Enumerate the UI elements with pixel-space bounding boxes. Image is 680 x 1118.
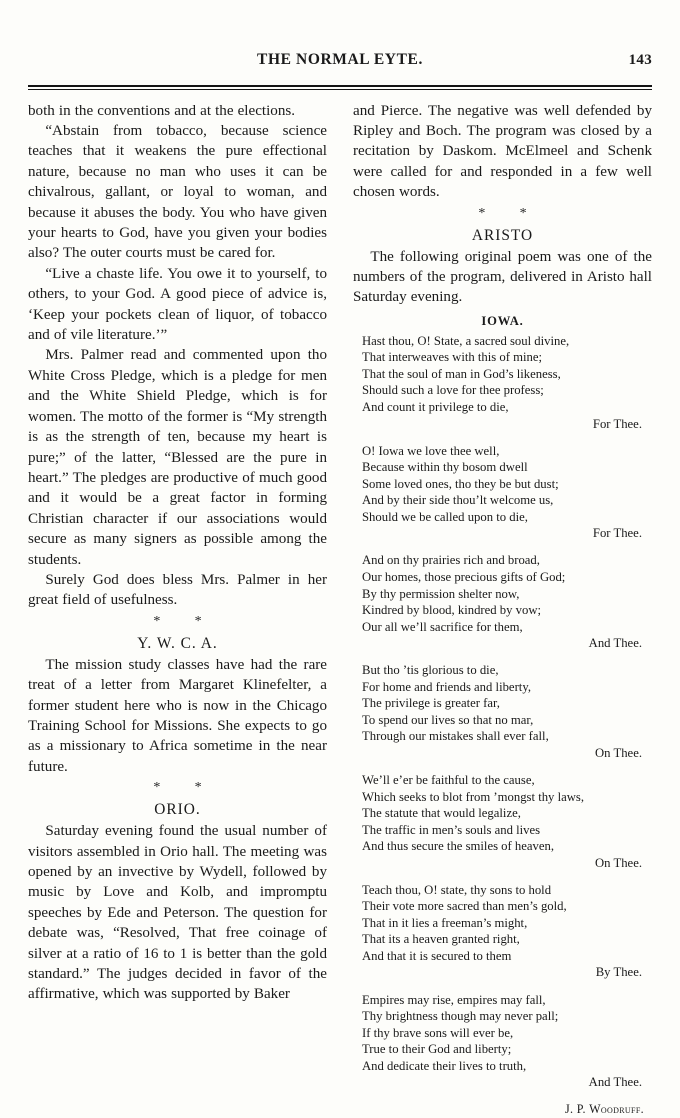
poem-refrain: On Thee. [595, 855, 642, 870]
poem-line: For home and friends and liberty, [362, 679, 532, 694]
section-heading-ywca: Y. W. C. A. [137, 634, 218, 652]
poem-line: And thus secure the smiles of heaven, [362, 839, 555, 854]
poem-line: Should we be called upon to die, [362, 509, 528, 524]
poem-refrain: For Thee. [592, 526, 642, 541]
section-heading-orio: ORIO. [154, 801, 201, 819]
poem-stanza [353, 772, 652, 871]
poem-line: Because within thy bosom dwell [362, 460, 528, 475]
poem-line: Should such a love for thee profess; [362, 383, 544, 398]
paragraph-chaste-life: “Live a chaste life. You owe it to yourself, to others, to your God. A good piece of advice is, ‘Keep your pockets clean of liquor, of tobacco and of vile literature.’” [28, 265, 327, 344]
journal-page [0, 51, 680, 1117]
poem-iowa [353, 333, 652, 1118]
section-divider-ornament: * * [478, 205, 543, 221]
poem-stanza [353, 333, 652, 432]
poem-stanza [353, 443, 652, 542]
paragraph-orio-continuation: and Pierce. The negative was well defended by Ripley and Boch. The program was closed by a recitation by Daskom. McElmeel and Schenk were called for and responded in a few well chosen words. [353, 102, 652, 201]
poem-stanza [353, 992, 652, 1091]
poem-refrain: And Thee. [588, 1075, 642, 1090]
poem-line: That the soul of man in God’s likeness, [362, 366, 561, 381]
paragraph-surely-god: Surely God does bless Mrs. Palmer in her great field of usefulness. [28, 571, 327, 609]
section-divider-ornament: * * [153, 613, 218, 629]
poem-line: And that it is secured to them [362, 948, 512, 963]
poem-line: Which seeks to blot from ’mongst thy laws, [362, 789, 585, 804]
page-number: 143 [628, 52, 652, 68]
poem-line: Through our mistakes shall ever fall, [362, 729, 549, 744]
poem-line: Our homes, those precious gifts of God; [362, 569, 566, 584]
poem-line: And on thy prairies rich and broad, [362, 553, 540, 568]
right-column [353, 101, 652, 1118]
paragraph-white-cross-pledge: Mrs. Palmer read and commented upon tho White Cross Pledge, which is a pledge for men and the White Shield Pledge, which is for women. The motto of the former is “My strength is as the strength of ten, because my heart is pure;” of the latter, “Blessed are the pure in heart.” The pledges are productive of much good and it would be a great factor in forming Christian character if our associations would secure as many signers as possible among the students. [28, 347, 327, 568]
poem-refrain: And Thee. [588, 636, 642, 651]
journal-title: THE NORMAL EYTE. [257, 51, 423, 68]
poem-title: IOWA. [481, 313, 524, 328]
paragraph-abstain: “Abstain from tobacco, because science teaches that it weakens the pure effectional nature, because no man who uses it can be chivalrous, gallant, or loyal to woman, and because it abuses the body. You who have given your hearts to God, have you given your bodies also? The outer courts must be cared for. [28, 123, 327, 262]
paragraph-aristo: The following original poem was one of the numbers of the program, delivered in Aristo hall Saturday evening. [353, 248, 652, 306]
poem-line: But tho ’tis glorious to die, [362, 663, 499, 678]
poem-line: That in it lies a freeman’s might, [362, 915, 528, 930]
paragraph-continuation: both in the conventions and at the elections. [28, 102, 296, 119]
section-heading-aristo: ARISTO [471, 226, 534, 244]
poem-line: And by their side thou’lt welcome us, [362, 493, 554, 508]
poem-line: Thy brightness though may never pall; [362, 1009, 559, 1024]
header-rule-thin [28, 89, 652, 90]
poem-line: Empires may rise, empires may fall, [362, 992, 546, 1007]
poem-line: If thy brave sons will ever be, [362, 1025, 514, 1040]
left-column [28, 101, 327, 1005]
poem-line: The traffic in men’s souls and lives [362, 822, 541, 837]
poem-line: The statute that would legalize, [362, 806, 521, 821]
poem-line: To spend our lives so that no mar, [362, 712, 534, 727]
poem-line: O! Iowa we love thee well, [362, 443, 500, 458]
poem-line: We’ll e’er be faithful to the cause, [362, 772, 535, 787]
poem-line: True to their God and liberty; [362, 1042, 512, 1057]
poem-refrain: For Thee. [592, 416, 642, 431]
poem-stanza [353, 552, 652, 651]
poem-refrain: On Thee. [595, 745, 642, 760]
paragraph-ywca: The mission study classes have had the rare treat of a letter from Margaret Klinefelter, a former student here who is now in the Chicago Training School for Missions. She expects to go as a missionary to Africa sometime in the near future. [28, 656, 327, 775]
poem-line: And count it privilege to die, [362, 400, 509, 415]
poem-line: The privilege is greater far, [362, 696, 500, 711]
poem-stanza [353, 882, 652, 981]
poem-line: Hast thou, O! State, a sacred soul divine, [362, 333, 570, 348]
two-column-body [28, 101, 652, 1118]
header-rule-thick [28, 85, 652, 87]
poem-line: That interweaves with this of mine; [362, 350, 543, 365]
poem-line: Some loved ones, tho they be but dust; [362, 476, 559, 491]
poem-refrain: By Thee. [595, 965, 642, 980]
poem-line: Teach thou, O! state, thy sons to hold [362, 882, 552, 897]
poem-line: Kindred by blood, kindred by vow; [362, 603, 542, 618]
poem-line: That its a heaven granted right, [362, 932, 520, 947]
poem-line: Our all we’ll sacrifice for them, [362, 619, 523, 634]
poem-line: Their vote more sacred than men’s gold, [362, 899, 567, 914]
section-divider-ornament: * * [153, 780, 218, 796]
poem-line: And dedicate their lives to truth, [362, 1058, 527, 1073]
page-masthead [28, 52, 652, 78]
poem-line: By thy permission shelter now, [362, 586, 520, 601]
poem-author-byline: J. P. Woodruff. [565, 1102, 644, 1117]
paragraph-orio: Saturday evening found the usual number of visitors assembled in Orio hall. The meeting was opened by an invective by Wydell, followed by music by Love and Kolb, and impromptu speeches by Ede and Peterson. The question for debate was, “Resolved, That free coinage of silver at a ratio of 16 to 1 is better than the gold standard.” The judges decided in favor of the affirmative, which was supported by Baker [28, 823, 327, 1003]
poem-stanza [353, 662, 652, 761]
